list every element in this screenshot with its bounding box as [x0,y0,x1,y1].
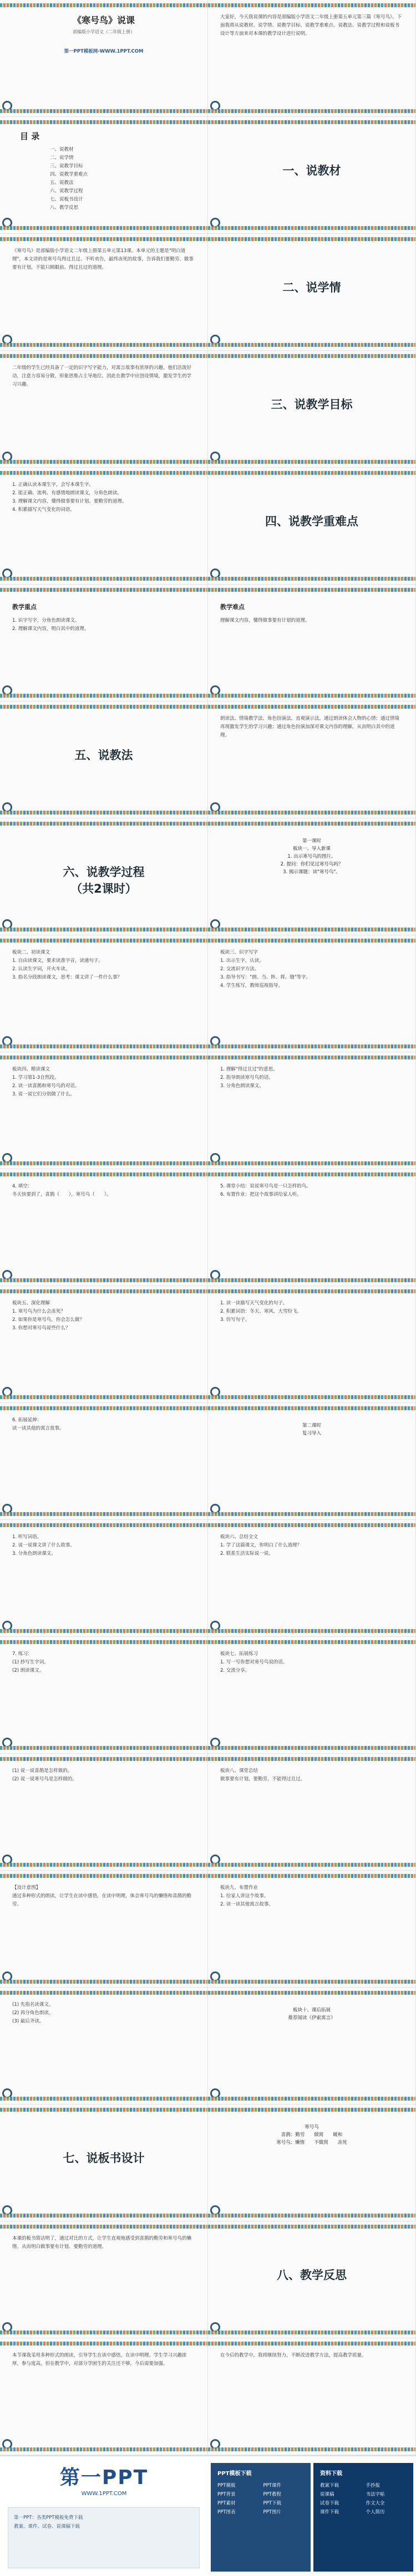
slide-29 [0,1637,208,1754]
slide-body-text: 5. 课堂小结：说说寒号鸟是一只怎样的鸟。 6. 布置作业：把这个故事讲给家人听。 [220,1184,311,1197]
slide-centered-text: 第一课时 板块一、导入新课 1. 出示寒号鸟的图片。 2. 提问：你们见过寒号鸟吗？ 3. 揭示课题：读"寒号鸟"。 [280,838,343,875]
ring-decoration-icon [2,1036,12,1046]
ring-decoration-icon [210,685,220,695]
slide-body-text: 1. 正确认读本课生字，会写本课生字。 2. 能正确、流利、有感情地朗读课文，分角色朗读。 3. 理解课文内容，懂得做事要有计划、要勤劳的道理。 4. 积累描写天气变化的词语。 [12,482,127,513]
footer-banner [0,2455,416,2576]
slide-body-text: 板块八、课堂总结 做事要有计划，要勤劳，不能得过且过。 [220,1768,306,1782]
slide-17 [0,935,208,1052]
ring-decoration-icon [210,2088,220,2098]
section-title: 四、说教学重难点 [265,515,358,528]
slide-3 [0,117,208,234]
slide-body-text: (1) 说一说喜鹊是怎样做的。 (2) 说一说寒号鸟是怎样做的。 [12,1768,77,1782]
slide-36 [208,1988,416,2104]
slide-1 [0,0,208,117]
ring-decoration-icon [210,1504,220,1514]
cover-brand: 第一PPT模板网-WWW.1PPT.COM [64,49,144,54]
slide-5 [0,234,208,351]
slide-24 [208,1286,416,1403]
slide-centered-text: 寒号鸟 喜鹊：勤劳 做窝 暖和 寒号鸟：懒惰 不做窝 冻死 [276,2124,347,2145]
slide-25 [0,1403,208,1520]
section-title: 六、说教学过程 （共2课时） [63,866,145,895]
slide-22 [208,1169,416,1286]
footer-logo[interactable]: 第一PPT [59,2466,149,2489]
section-title: 五、说教法 [74,749,133,762]
toc-item[interactable]: 一、说教材 [50,147,74,152]
slide-6 [208,234,416,351]
footer-link[interactable]: 个人简历 [366,2510,385,2515]
footer-link[interactable]: PPT图表 [217,2510,236,2515]
footer-link[interactable]: PPT模板 [217,2483,236,2488]
ring-decoration-icon [210,101,220,111]
ring-decoration-icon [210,1387,220,1397]
ring-decoration-icon [2,2322,12,2332]
slide-body-text: 大家好，今天我说课的内容是部编版小学语文二年级上册第五单元第三篇《寒号鸟》。下面我将从说教材、说学情、说教学目标、说教学重难点、说教法、说教学过程和说板书设计等方面来对本课的教学设计进行说明。 [220,14,402,37]
footer-panel-templates-title: PPT模板下载 [217,2471,252,2477]
footer-info-box: 第一PPT：各类PPT模板免费下载 教案、课件、试卷、说课稿下载 [8,2507,200,2568]
ring-decoration-icon [2,2088,12,2098]
slide-14 [208,701,416,818]
section-title: 三、说教学目标 [271,398,353,411]
slide-body-text: 6. 拓展延伸： 读一读其他的寓言故事。 [12,1417,64,1431]
ring-decoration-icon [2,452,12,462]
slide-39 [0,2221,208,2338]
slide-body-text: 1. 听写词语。 2. 说一说课文讲了什么故事。 3. 分角色朗读课文。 [12,1534,75,1556]
footer-link[interactable]: PPT教程 [263,2492,281,2497]
slide-body-text: 本课的板书简洁明了，通过对比的方式，让学生直观地感受到喜鹊的勤劳和寒号鸟的懒惰，从而明白做事要有计划、要勤劳的道理。 [12,2236,192,2250]
footer-link[interactable]: PPT图片 [263,2510,281,2515]
footer-link[interactable]: PPT背景 [217,2492,236,2497]
slide-16 [208,818,416,935]
toc-item[interactable]: 四、说教学重难点 [50,172,88,177]
slide-38 [208,2104,416,2221]
ring-decoration-icon [210,2439,220,2449]
toc-item[interactable]: 七、说板书设计 [50,197,83,202]
footer-logo-url[interactable]: WWW.1PPT.COM [81,2491,127,2497]
ring-decoration-icon [210,1738,220,1748]
ring-decoration-icon [2,1855,12,1865]
ring-decoration-icon [2,685,12,695]
footer-link[interactable]: 教案下载 [320,2483,339,2488]
slide-centered-text: 第二课时 复习导入 [302,1423,321,1436]
slide-body-text: 板块五、深化理解 1. 寒号鸟为什么会冻死？ 2. 如果你是寒号鸟，你会怎么做？ 3. 你想对寒号鸟说些什么？ [12,1300,84,1331]
ring-decoration-icon [2,919,12,929]
slide-body-text: 板块六、总结全文 1. 学了这篇课文，你明白了什么道理？ 2. 联系生活实际说一说。 [220,1534,302,1556]
toc-item[interactable]: 三、说教学目标 [50,163,83,169]
ring-decoration-icon [2,1504,12,1514]
footer-link[interactable]: 说课稿 [320,2492,334,2497]
ring-decoration-icon [210,218,220,228]
slide-body-text: 本节课我采用多种形式的朗读，引导学生在读中感悟，在读中明理。学生学习兴趣浓厚，参与度高。但在教学中，对部分学困生的关注还不够，今后需要加强。 [12,2353,187,2367]
toc-heading: 目 录 [20,131,40,141]
slide-11 [0,585,208,701]
slide-centered-text: 板块十、课后拓展 推荐阅读《伊索寓言》 [288,2007,336,2021]
ring-decoration-icon [210,2205,220,2215]
slide-body-text: 板块九、布置作业 1. 给家人讲这个故事。 2. 读一读其他寓言故事。 [220,1885,273,1907]
slide-12 [208,585,416,701]
ring-decoration-icon [2,1738,12,1748]
slide-body-text: (1) 先指名读课文。 (2) 再分角色朗读。 (3) 最后齐读。 [12,2002,54,2024]
footer-link[interactable]: 作文大全 [366,2501,385,2506]
toc-item[interactable]: 五、说教法 [50,180,74,186]
cover-subtitle: 部编版小学语文（二年级上册） [73,29,135,34]
slide-41 [0,2338,208,2455]
slide-42 [208,2338,416,2455]
footer-panel-resources-title: 资料下载 [320,2471,342,2477]
footer-link[interactable]: 课件下载 [320,2510,339,2515]
ring-decoration-icon [2,101,12,111]
toc-item[interactable]: 六、说教学过程 [50,188,83,194]
slide-32 [208,1754,416,1871]
slide-34 [208,1871,416,1988]
ring-decoration-icon [210,1036,220,1046]
slide-body-text: 【设计意图】 通过多种形式的朗读，让学生在读中感悟，在读中明理，体会寒号鸟的懒惰和喜鹊的勤劳。 [12,1885,192,1907]
slide-body-text: 朗读法、情境教学法、角色扮演法、直观演示法。通过朗读体会人物的心情；通过情境再现激发学生的学习兴趣；通过角色扮演加深对课文内容的理解，从而明白其中的道理。 [220,716,400,738]
ring-decoration-icon [210,1971,220,1981]
slide-27 [0,1520,208,1637]
ring-decoration-icon [210,2322,220,2332]
slide-body-text: 7. 练习： (1) 抄写生字词。 (2) 朗读课文。 [12,1651,49,1673]
slide-10 [208,468,416,585]
ring-decoration-icon [210,1270,220,1280]
ring-decoration-icon [210,569,220,578]
footer-panel-templates [211,2463,311,2572]
ring-decoration-icon [2,1153,12,1163]
ring-decoration-icon [210,802,220,812]
ring-decoration-icon [210,1621,220,1631]
cover-title: 《寒号鸟》说课 [72,15,135,25]
slide-body-text: 1. 理解"得过且过"的意思。 2. 指导朗读寒号鸟的话。 3. 分角色朗读课文。 [220,1067,278,1089]
slide-23 [0,1286,208,1403]
toc-list [50,146,88,212]
ring-decoration-icon [2,802,12,812]
slide-8 [208,351,416,468]
slide-subheading: 教学难点 [220,603,245,611]
slide-body-text: 4. 填空： 冬天快要到了，喜鹊（ ），寒号鸟（ ）。 [12,1184,111,1197]
slide-20 [208,1052,416,1169]
slide-4 [208,117,416,234]
footer-panel-resources-list [320,2481,407,2517]
ring-decoration-icon [2,2439,12,2449]
slide-21 [0,1169,208,1286]
slide-18 [208,935,416,1052]
ring-decoration-icon [2,569,12,578]
footer-link[interactable]: PPT下载 [263,2501,281,2506]
slide-7 [0,351,208,468]
ring-decoration-icon [210,335,220,345]
ring-decoration-icon [2,1971,12,1981]
toc-item[interactable]: 二、说学情 [50,155,74,161]
slide-body-text: 在今后的教学中，我将继续努力，不断改进教学方法，提高教学质量。 [220,2353,367,2358]
footer-link[interactable]: PPT课件 [263,2483,281,2488]
slide-9 [0,468,208,585]
ring-decoration-icon [2,218,12,228]
slide-19 [0,1052,208,1169]
ring-decoration-icon [210,1153,220,1163]
ring-decoration-icon [2,1621,12,1631]
slide-body-text: 板块七、拓展练习 1. 写一写你想对寒号鸟说的话。 2. 交流分享。 [220,1651,288,1673]
slide-body-text: 理解课文内容，懂得做事要有计划的道理。 [220,618,310,623]
slide-37 [0,2104,208,2221]
ring-decoration-icon [210,452,220,462]
ring-decoration-icon [210,919,220,929]
toc-item[interactable]: 八、教学反思 [50,205,79,211]
slide-body-text: 板块三、识字写字 1. 出示生字，认读。 2. 交流识字方法。 3. 指导书写："朗、当、阵、将、缝"等字。 4. 学生练写，教师巡视指导。 [220,950,311,989]
footer-link[interactable]: 手抄报 [366,2483,381,2488]
footer-link[interactable]: 试卷下载 [320,2501,339,2506]
slide-subheading: 教学重点 [12,603,37,611]
footer-link[interactable]: 书法字帖 [366,2492,385,2497]
slide-body-text: 板块四、精读课文 1. 学习第1-3自然段。 2. 读一读喜鹊和寒号鸟的对话。 3. 说一说它们分别做了什么。 [12,1067,80,1097]
ring-decoration-icon [2,1387,12,1397]
section-title: 八、教学反思 [277,2268,347,2282]
slide-35 [0,1988,208,2104]
slide-28 [208,1520,416,1637]
slide-30 [208,1637,416,1754]
slide-15 [0,818,208,935]
footer-panel-resources [313,2463,413,2572]
slide-26 [208,1403,416,1520]
footer-link[interactable]: PPT素材 [217,2501,236,2506]
slide-body-text: 板块二、初读课文 1. 自由读课文，要求读准字音，读通句子。 2. 认读生字词，开火车读。 3. 指名分段朗读课文，思考：课文讲了一件什么事？ [12,950,122,980]
slide-body-text: 1. 识字写字，分角色朗读课文。 2. 理解课文内容，明白其中的道理。 [12,618,89,632]
footer-panel-templates-list [217,2481,304,2517]
ring-decoration-icon [2,2205,12,2215]
slide-40 [208,2221,416,2338]
slide-31 [0,1754,208,1871]
section-title: 二、说学情 [282,281,341,294]
slide-2 [208,0,416,117]
slide-body-text: 1. 读一读描写天气变化的句子。 2. 积累词语：冬天、寒风、大雪纷飞。 3. 仿写句子。 [220,1300,302,1323]
ring-decoration-icon [2,1270,12,1280]
section-title: 一、说教材 [282,164,341,177]
section-title: 七、说板书设计 [63,2152,145,2165]
ring-decoration-icon [210,1855,220,1865]
slide-33 [0,1871,208,1988]
slide-body-text: 二年级的学生已经具备了一定的识字写字能力，对寓言故事有浓厚的兴趣。他们活泼好动，注意力容易分散，形象思维占主导地位。因此在教学中应创设情境，激发学生的学习兴趣。 [12,365,192,387]
slide-13 [0,701,208,818]
ring-decoration-icon [2,335,12,345]
slide-body-text: 《寒号鸟》是部编版小学语文二年级上册第五单元第13课。本单元的主题是"明白道理"，本文讲的是寒号鸟得过且过、不听劝告，最终冻死的故事，告诉我们要勤劳、做事要有计划，不能只顾眼前、得过且过的道理。 [12,248,194,270]
